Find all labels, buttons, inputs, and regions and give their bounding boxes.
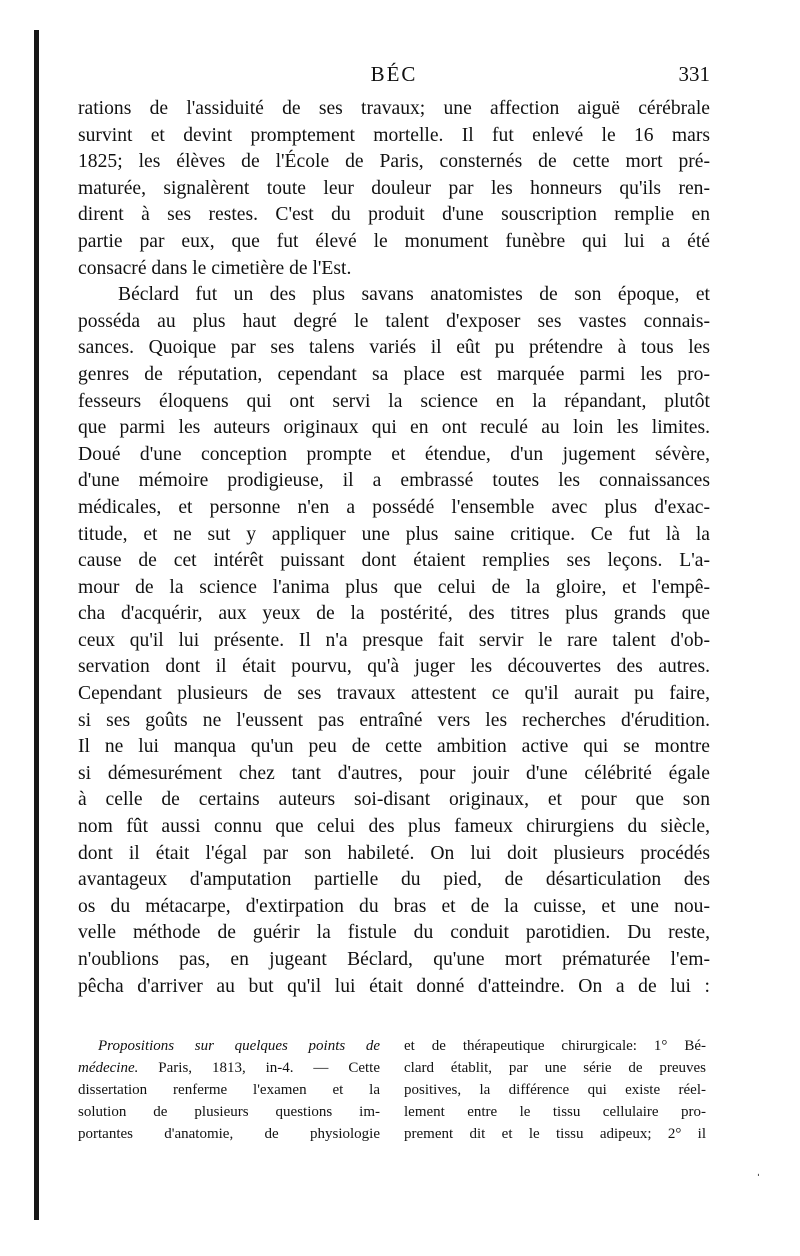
text-line: cha d'acquérir, aux yeux de la postérité, des titres plus grands que bbox=[78, 603, 710, 625]
text-line: Cependant plusieurs de ses travaux attestent ce qu'il aurait pu faire, bbox=[78, 683, 710, 705]
text-line: si ses goûts ne l'eussent pas entraîné vers les recherches d'érudition. bbox=[78, 709, 710, 731]
text-line: dont il était l'égal par son habileté. On lui doit plusieurs procédés bbox=[78, 842, 710, 864]
running-head: BÉC bbox=[370, 62, 418, 86]
text-line: que parmi les auteurs originaux qui en ont reculé au loin les limites. bbox=[78, 417, 710, 439]
text-line: os du métacarpe, d'extirpation du bras et de la cuisse, et une nou- bbox=[78, 895, 710, 917]
text-line: cause de cet intérêt puissant dont étaient remplies ses leçons. L'a- bbox=[78, 550, 710, 572]
page-binding-edge bbox=[34, 30, 39, 1220]
footnote-line: médecine. Paris, 1813, in-4. — Cette bbox=[78, 1060, 380, 1076]
text-line: maturée, signalèrent toute leur douleur par les honneurs qu'ils ren- bbox=[78, 177, 710, 199]
text-line: 1825; les élèves de l'École de Paris, consternés de cette mort pré- bbox=[78, 151, 710, 173]
footnote-line: et de thérapeutique chirurgicale: 1° Bé- bbox=[404, 1038, 706, 1054]
footnote-column-right bbox=[404, 1035, 706, 1145]
text-line: consacré dans le cimetière de l'Est. bbox=[78, 257, 352, 279]
footnote-line: clard établit, par une série de preuves bbox=[404, 1060, 706, 1076]
main-text bbox=[78, 96, 710, 1000]
footnote-column-left bbox=[78, 1035, 380, 1145]
text-line: servation dont il était pourvu, qu'à juger les découvertes des autres. bbox=[78, 656, 710, 678]
footnote-line: portantes d'anatomie, de physiologie bbox=[78, 1126, 380, 1142]
text-line: partie par eux, que fut élevé le monument funèbre qui lui a été bbox=[78, 230, 710, 252]
text-line: sances. Quoique par ses talens variés il eût pu prétendre à tous les bbox=[78, 337, 710, 359]
footnote-line: positives, la différence qui existe réel- bbox=[404, 1082, 706, 1098]
text-line: avantageux d'amputation partielle du pied, de désarticulation des bbox=[78, 869, 710, 891]
text-line: posséda au plus haut degré le talent d'exposer ses vastes connais- bbox=[78, 310, 710, 332]
text-line: Doué d'une conception prompte et étendue, d'un jugement sévère, bbox=[78, 443, 710, 465]
footnote-line: prement dit et le tissu adipeux; 2° il bbox=[404, 1126, 706, 1142]
page-header bbox=[78, 60, 710, 94]
footnote-line: Propositions sur quelques points de bbox=[98, 1038, 380, 1054]
footnote-line: lement entre le tissu cellulaire pro- bbox=[404, 1104, 706, 1120]
text-line: mour de la science l'anima plus que celui de la gloire, et l'empê- bbox=[78, 576, 710, 598]
text-line: dirent à ses restes. C'est du produit d'une souscription remplie en bbox=[78, 204, 710, 226]
text-line: pêcha d'arriver au but qu'il lui était donné d'atteindre. On a de lui : bbox=[78, 975, 710, 997]
footnote-line: dissertation renferme l'examen et la bbox=[78, 1082, 380, 1098]
text-line: à celle de certains auteurs soi-disant originaux, et pour que son bbox=[78, 789, 710, 811]
text-line: velle méthode de guérir la fistule du conduit parotidien. Du reste, bbox=[78, 922, 710, 944]
text-line: si démesurément chez tant d'autres, pour jouir d'une célébrité égale bbox=[78, 762, 710, 784]
text-line: Il ne lui manqua qu'un peu de cette ambition active qui se montre bbox=[78, 736, 710, 758]
text-line: Béclard fut un des plus savans anatomistes de son époque, et bbox=[118, 284, 710, 306]
footnote-line: solution de plusieurs questions im- bbox=[78, 1104, 380, 1120]
text-line: rations de l'assiduité de ses travaux; une affection aiguë cérébrale bbox=[78, 98, 710, 119]
text-line: titude, et ne sut y appliquer une plus saine critique. Ce fut là la bbox=[78, 523, 710, 545]
text-line: survint et devint promptement mortelle. Il fut enlevé le 16 mars bbox=[78, 124, 710, 146]
text-line: médicales, et personne n'en a possédé l'ensemble avec plus d'exac- bbox=[78, 496, 710, 518]
text-line: fesseurs éloquens qui ont servi la science en la répandant, plutôt bbox=[78, 390, 710, 412]
text-line: genres de réputation, cependant sa place est marquée parmi les pro- bbox=[78, 363, 710, 385]
text-line: nom fût aussi connu que celui des plus fameux chirurgiens du siècle, bbox=[78, 816, 710, 838]
text-line: d'une mémoire prodigieuse, il a embrassé toutes les connaissances bbox=[78, 470, 710, 492]
text-line: n'oublions pas, en jugeant Béclard, qu'une mort prématurée l'em- bbox=[78, 949, 710, 970]
page-number: 331 bbox=[678, 62, 710, 86]
text-line: ceux qu'il lui présente. Il n'a presque fait servir le rare talent d'ob- bbox=[78, 629, 710, 651]
ink-speck: ˌ bbox=[756, 1162, 761, 1177]
